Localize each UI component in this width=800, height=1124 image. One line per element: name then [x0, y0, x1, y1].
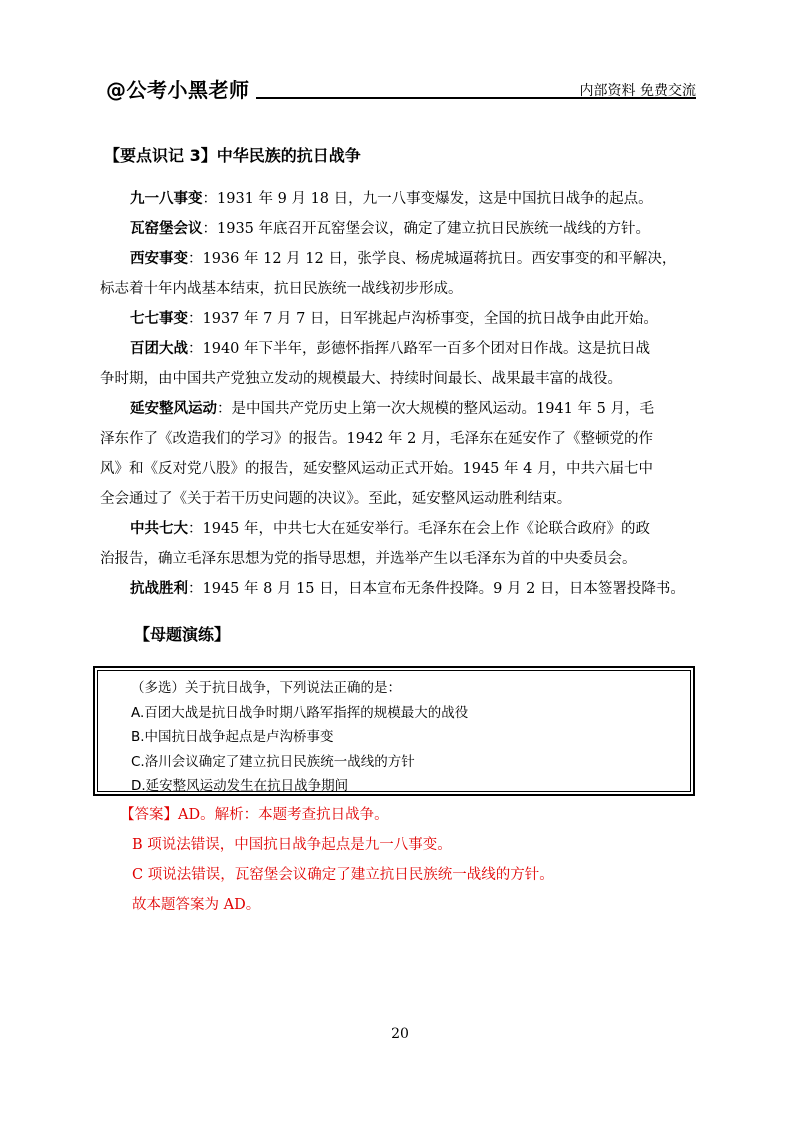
event-term: 九一八事变: [130, 190, 203, 207]
event-text-cont: 标志着十年内战基本结束，抗日民族统一战线初步形成。: [100, 281, 463, 297]
option-c: C.洛川会议确定了建立抗日民族统一战线的方针: [131, 753, 415, 770]
event-term: 瓦窑堡会议: [130, 220, 203, 237]
event-text-cont: 争时期，由中国共产党独立发动的规模最大、持续时间最长、战果最丰富的战役。: [100, 371, 622, 387]
option-b: B.中国抗日战争起点是卢沟桥事变: [131, 729, 334, 745]
event-term: 延安整风运动: [130, 400, 217, 417]
event-item: [130, 574, 700, 604]
option-a: A.百团大战是抗日战争时期八路军指挥的规模最大的战役: [131, 704, 469, 721]
event-term: 抗战胜利: [130, 580, 188, 597]
header-brand: @公考小黑老师: [106, 78, 250, 102]
answer-line: B 项说法错误，中国抗日战争起点是九一八事变。: [132, 837, 452, 853]
question-content: [131, 676, 468, 799]
event-text-cont: 治报告，确立毛泽东思想为党的指导思想，并选举产生以毛泽东为首的中央委员会。: [100, 551, 637, 567]
event-text: ：1936 年 12 月 12 日，张学良、杨虎城逼蒋抗日。西安事变的和平解决，: [188, 251, 677, 267]
answer-line: 故本题答案为 AD。: [132, 897, 261, 913]
option-d: D.延安整风运动发生在抗日战争期间: [131, 778, 349, 794]
page-number: 20: [391, 1026, 409, 1042]
event-term: 西安事变: [130, 250, 188, 267]
event-item: [130, 514, 700, 544]
event-text: ：1945 年，中共七大在延安举行。毛泽东在会上作《论联合政府》的政: [188, 521, 651, 537]
event-item: [130, 304, 700, 334]
event-item: [130, 214, 700, 244]
event-text: ：1937 年 7 月 7 日，日军挑起卢沟桥事变，全国的抗日战争由此开始。: [188, 311, 658, 327]
event-item: [130, 184, 700, 214]
events-body: [100, 184, 700, 604]
event-item: [130, 244, 700, 274]
event-term: 百团大战: [130, 340, 188, 357]
answer-line: 【答案】AD。解析：本题考查抗日战争。: [120, 807, 389, 823]
practice-title: 【母题演练】: [134, 625, 231, 644]
event-term: 中共七大: [130, 520, 188, 537]
event-item: [130, 334, 700, 364]
answer-section: [120, 800, 554, 920]
event-text: ：1940 年下半年，彭德怀指挥八路军一百多个团对日作战。这是抗日战: [188, 341, 651, 357]
event-term: 七七事变: [130, 310, 188, 327]
question-stem: （多选）关于抗日战争，下列说法正确的是：: [131, 680, 401, 696]
event-item: [130, 394, 700, 424]
section-title: 【要点识记 3】中华民族的抗日战争: [104, 146, 361, 165]
event-text: ：是中国共产党历史上第一次大规模的整风运动。1941 年 5 月，毛: [217, 401, 654, 417]
header-right-text: 内部资料 免费交流: [579, 83, 696, 99]
event-text: ：1945 年 8 月 15 日，日本宣布无条件投降。9 月 2 日，日本签署投降书。: [188, 581, 685, 597]
event-text-cont: 风》和《反对党八股》的报告，延安整风运动正式开始。1945 年 4 月，中共六届七中: [100, 461, 653, 477]
answer-line: C 项说法错误，瓦窑堡会议确定了建立抗日民族统一战线的方针。: [132, 867, 554, 883]
question-box: [93, 666, 695, 796]
event-text-cont: 泽东作了《改造我们的学习》的报告。1942 年 2 月，毛泽东在延安作了《整顿党的作: [100, 431, 653, 447]
event-text: ：1935 年底召开瓦窑堡会议，确定了建立抗日民族统一战线的方针。: [202, 221, 651, 237]
event-text: ：1931 年 9 月 18 日，九一八事变爆发，这是中国抗日战争的起点。: [202, 191, 653, 207]
event-text-cont: 全会通过了《关于若干历史问题的决议》。至此，延安整风运动胜利结束。: [100, 491, 572, 507]
